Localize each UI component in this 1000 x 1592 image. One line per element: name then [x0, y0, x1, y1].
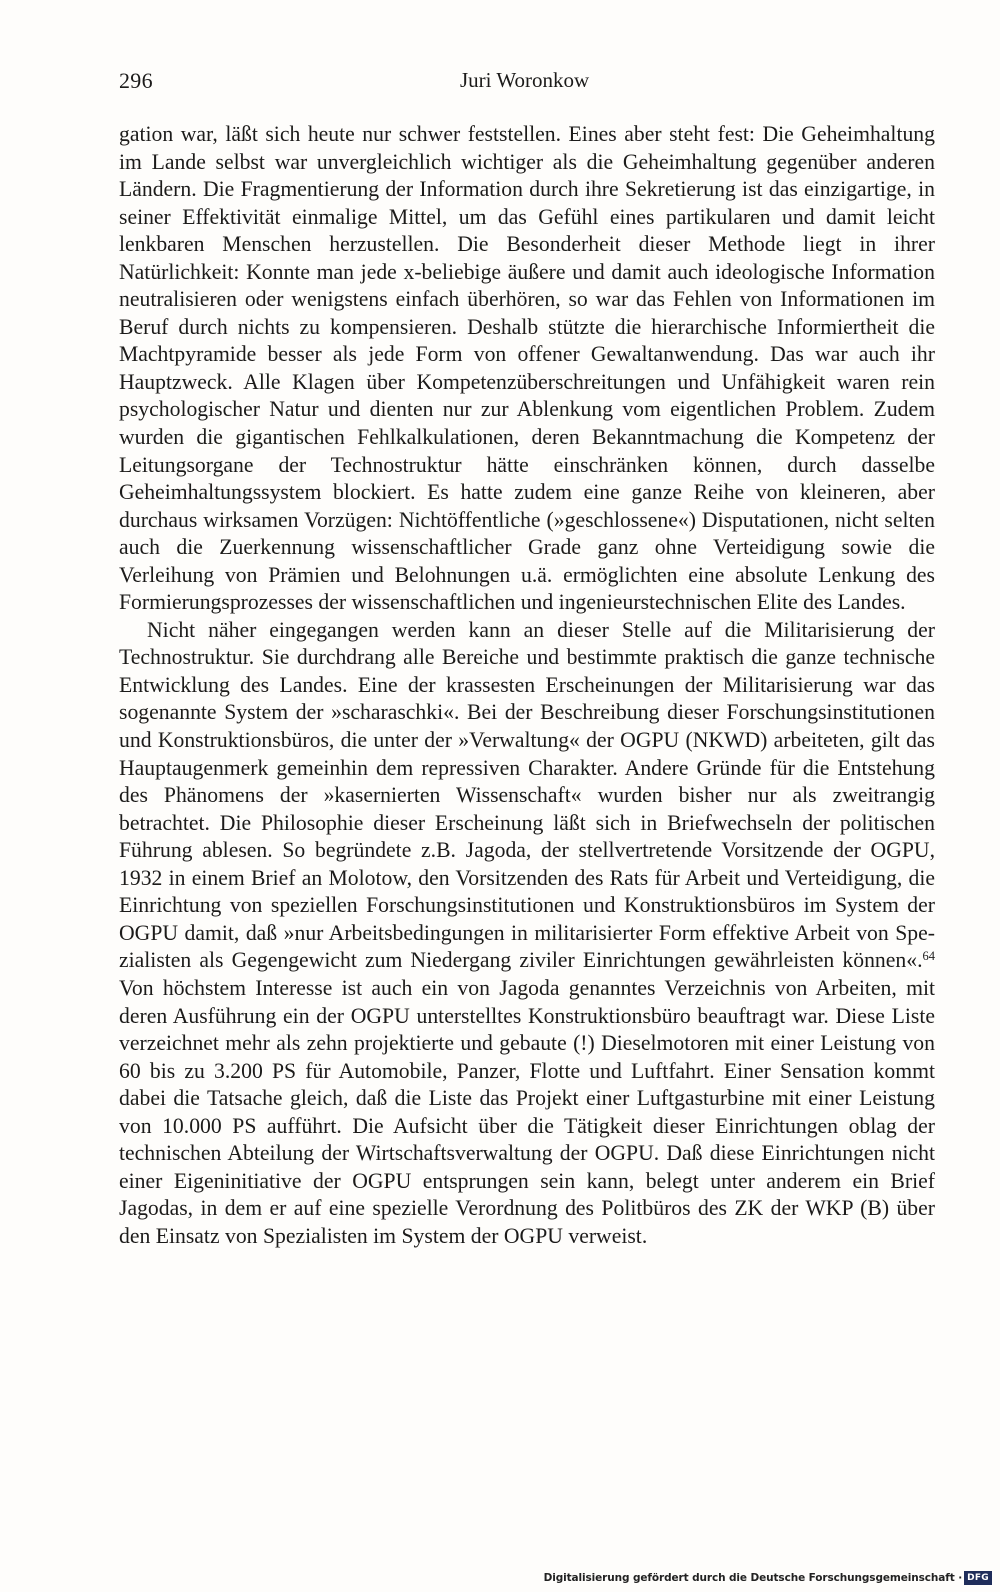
paragraph-2: [119, 617, 935, 1251]
digitization-footer: [544, 1569, 992, 1587]
page-header: [119, 68, 934, 102]
paragraph-2-text-a: Nicht näher eingegangen werden kann an dieser Stelle auf die Militarisierung der Technostruktur. Sie durchdrang alle Bereiche und bestimmte praktisch die ganze technische Entwicklung des Landes. Eine der krassesten Erscheinungen der Militarisierung war das sogenannte System der »scharaschki«. Bei der Beschreibung dieser Forschungsinstitutionen und Konstruktionsbüros, die unter der »Verwaltung« der OGPU (NKWD) arbeiteten, gilt das Hauptaugenmerk gemeinhin dem repressiven Charakter. Andere Gründe für die Entstehung des Phänomens der »kasernierten Wissenschaft« wurden bisher nur als zweitrangig betrachtet. Die Philosophie dieser Erscheinung läßt sich in Briefwechseln der politischen Führung ablesen. So begründete z.B. Jagoda, der stellvertretende Vorsitzende der OGPU, 1932 in einem Brief an Molotow, den Vorsitzenden des Rats für Arbeit und Verteidigung, die Einrichtung von speziellen Forschungsinstitutionen und Konstruktionsbüros im System der OGPU damit, daß »nur Arbeitsbedingungen in militarisierter Form effektive Arbeit von Spezialisten als Gegengewicht zum Niedergang ziviler Einrichtungen gewährleisten können«.: [119, 617, 935, 973]
dfg-logo-icon: DFG: [964, 1571, 992, 1585]
paragraph-2-text-b: Von höchstem Interesse ist auch ein von Jagoda genanntes Verzeichnis von Arbeiten, mit deren Ausführung ein der OGPU unterstelltes Konstruktionsbüro beauftragt war. Diese Liste verzeichnet mehr als zehn projektierte und gebaute (!) Dieselmotoren mit einer Leistung von 60 bis zu 3.200 PS für Automobile, Panzer, Flotte und Luftfahrt. Einer Sensation kommt dabei die Tatsache gleich, daß die Liste das Projekt einer Luftgasturbine mit einer Leistung von 10.000 PS aufführt. Die Aufsicht über die Tätigkeit dieser Einrichtungen oblag der technischen Abteilung der Wirtschaftsverwaltung der OGPU. Daß diese Einrichtungen nicht einer Eigeninitiative der OGPU entsprungen sein kann, belegt unter anderem ein Brief Jagodas, in dem er auf eine spezielle Verordnung des Politbüros des ZK der WKP (B) über den Einsatz von Spezialisten im System der OGPU verweist.: [119, 975, 935, 1248]
running-head-author: Juri Woronkow: [460, 68, 590, 92]
body-text: [119, 121, 935, 1250]
page-number: 296: [119, 68, 153, 93]
footer-credit: Digitalisierung gefördert durch die Deutsche Forschungsgemeinschaft ·: [543, 1572, 963, 1584]
footnote-reference: 64: [922, 949, 935, 964]
paragraph-1: gation war, läßt sich heute nur schwer feststellen. Eines aber steht fest: Die Geheimhaltung im Lande selbst war unvergleichlich wichtiger als die Geheimhaltung gegenüber anderen Ländern. Die Fragmentierung der Information durch ihre Sekretierung ist das einzigartige, in seiner Effektivität einmalige Mittel, um das Gefühl eines partikularen und damit leicht lenkbaren Menschen herzustellen. Die Besonderheit dieser Methode liegt in ihrer Natürlichkeit: Konnte man jede x-beliebige äußere und damit auch ideologische Information neutralisieren oder wenigstens einfach überhören, so war das Fehlen von Informationen im Beruf durch nichts zu kompensieren. Deshalb stützte die hierarchische Informiertheit die Machtpyramide besser als jede Form von offener Gewaltanwendung. Das war auch ihr Hauptzweck. Alle Klagen über Kompetenzüberschreitungen und Unfähigkeit waren rein psychologischer Natur und dienten nur zur Ablenkung vom eigentlichen Problem. Zudem wurden die gigantischen Fehlkalkulationen, deren Bekanntmachung die Kompetenz der Leitungsorgane der Technostruktur hätte einschränken können, durch dasselbe Geheimhaltungssystem blockiert. Es hatte zudem eine ganze Reihe von kleineren, aber durchaus wirksamen Vorzügen: Nichtöffentliche (»geschlossene«) Disputationen, nicht selten auch die Zuerkennung wissenschaftlicher Grade ganz ohne Verteidigung sowie die Verleihung von Prämien und Belohnungen u.ä. ermöglichten eine absolute Lenkung des Formierungsprozesses der wissenschaftlichen und ingenieurstechnischen Elite des Landes.: [119, 122, 935, 615]
